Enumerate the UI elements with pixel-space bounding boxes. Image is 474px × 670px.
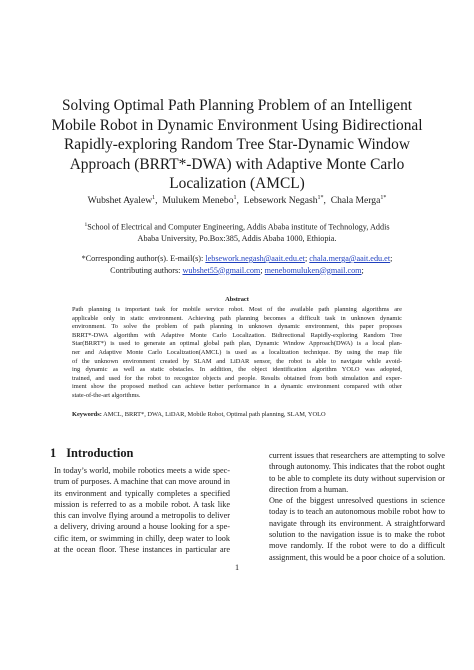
author-mark: 1*: [317, 195, 324, 201]
corresponding-prefix: *Corresponding author(s). E-mail(s):: [81, 254, 206, 263]
abstract-line: Path planning is important task for mobile service robot. Most of the available path planning algorithms are: [72, 306, 402, 313]
email-link[interactable]: chala.merga@aait.edu.et: [309, 254, 391, 263]
keywords-text: AMCL, BRRT*, DWA, LiDAR, Mobile Robot, Optimal path planning, SLAM, YOLO: [101, 411, 326, 418]
author-name: Chala Merga: [330, 195, 381, 207]
keywords: [72, 411, 402, 418]
author-mark: 1: [233, 195, 237, 201]
body-line: solution to the navigation issue is to make the robot: [269, 530, 445, 540]
affiliation-text: School of Electrical and Computer Engineering, Addis Ababa institute of Technology, Addis: [87, 222, 390, 232]
author-mark: 1: [152, 195, 156, 201]
body-line: trum of purposes. A machine that can move around in: [54, 477, 230, 487]
body-line: mission is referred to as a mobile robot. A task like: [54, 499, 230, 509]
title-line: Rapidly-exploring Random Tree Star-Dynamic Window: [64, 136, 410, 154]
author-name: Lebsework Negash: [243, 195, 318, 207]
body-line: navigate through its environment. A straightforward: [269, 518, 445, 528]
corresponding-line: [40, 253, 434, 265]
affiliation-line: Ababa University, Po.Box:385, Addis Ababa 1000, Ethiopia.: [137, 234, 337, 244]
abstract-line: trained, and used for the robot to recognize objects and people. Results obtained from both simulation and exper-: [72, 374, 402, 382]
separator: ;: [304, 254, 310, 263]
abstract-heading: Abstract: [225, 296, 249, 303]
body-line: cific item, or swimming in chilly, deep water to look: [54, 533, 230, 543]
body-line: One of the biggest unresolved questions in science: [269, 496, 445, 506]
affiliation-line: [60, 220, 414, 233]
body-line: at the ocean floor. These instances in particular are: [54, 545, 230, 555]
title-line: Localization (AMCL): [169, 175, 305, 193]
page-number: 1: [234, 563, 240, 572]
affiliation-mark: 1: [84, 222, 88, 228]
body-line: a delivery, driving around a house looking for a spe-: [54, 522, 230, 532]
contributing-prefix: Contributing authors:: [110, 265, 183, 275]
author-list: Wubshet Ayalew$^1$, Mulukem Menebo$^1$, Lebsework Negash$^{1*}$, Chala Merga$^{1*}$: [87, 195, 387, 207]
abstract-line: BRRT*-DWA algorithm with Adaptive Monte Carlo Localization. Bidirectional Rapidly-exploring Random Tree: [72, 331, 402, 339]
author-name: Wubshet Ayalew: [87, 195, 153, 207]
separator: ;: [260, 265, 265, 275]
abstract-line: Star(BRRT*) is used to generate an optimal global path plan, Dynamic Window Approach(DWA) is a local plan-: [72, 340, 402, 348]
email-link[interactable]: lebsework.negash@aait.edu.et: [205, 254, 305, 263]
abstract-line: ner and Adaptive Monte Carlo Localization(AMCL) is used as a localization technique. By using the map file: [72, 348, 402, 356]
author-mark: 1*: [380, 195, 387, 201]
separator: ;: [361, 265, 364, 275]
section-heading: [50, 446, 133, 461]
abstract-line: iment show the proposed method can achieve better performance in a dynamic environment compared with other: [72, 383, 402, 391]
title-line: Mobile Robot in Dynamic Environment Using Bidirectional: [51, 116, 423, 134]
body-line: direction from a human.: [269, 484, 349, 494]
abstract-line: ing dynamic as well as static obstacles. In addition, the object identification algorithm YOLO was adopted,: [72, 366, 402, 374]
separator: ;: [390, 254, 393, 263]
email-link[interactable]: wubshet55@gmail.com: [182, 265, 261, 275]
keywords-label: Keywords:: [72, 411, 102, 418]
contributing-line: [40, 265, 434, 277]
body-line: assignment, this would be a poor choice of a solution.: [269, 552, 446, 562]
right-column: [269, 450, 445, 563]
body-line: this can involve flying around a metropolis to deliver: [54, 511, 230, 521]
email-link[interactable]: menebomuluken@gmail.com: [264, 265, 362, 275]
author-name: Mulukem Menebo: [162, 195, 234, 207]
body-line: through autonomy. This indicates that the robot ought: [269, 462, 445, 472]
body-line: its environment and typically completes a specified: [54, 488, 230, 498]
body-line: move randomly. If the robot were to do a difficult: [269, 541, 445, 551]
abstract-line: environment. To solve the problem of path planning in unknown dynamic environment, this paper proposes: [72, 323, 402, 331]
title-line: Solving Optimal Path Planning Problem of an Intelligent: [61, 97, 413, 114]
title-line: Approach (BRRT*-DWA) with Adaptive Monte Carlo: [69, 155, 405, 173]
section-number: 1: [50, 446, 57, 460]
abstract-line: of the unknown environment created by SLAM and LiDAR sensor, the robot is able to navigate while avoid-: [72, 357, 402, 365]
body-line: today is to teach an autonomous mobile robot how to: [269, 507, 445, 517]
paper-title: [40, 96, 434, 194]
body-line: In today’s world, mobile robotics meets a wide spec-: [54, 466, 230, 475]
affiliation: [60, 220, 414, 245]
abstract-line: applicable only in static environment. Achieving path planning becomes a difficult task in unknown dynamic: [72, 314, 402, 322]
left-column: [54, 465, 230, 555]
corresponding-authors: [40, 253, 434, 276]
abstract-body: [72, 306, 402, 401]
body-line: to be able to complete its duty without supervision or: [269, 473, 445, 483]
section-title: Introduction: [66, 446, 134, 460]
abstract-line: state-of-the-art algorithms.: [72, 391, 141, 399]
body-line: current issues that researchers are attempting to solve: [269, 451, 445, 460]
